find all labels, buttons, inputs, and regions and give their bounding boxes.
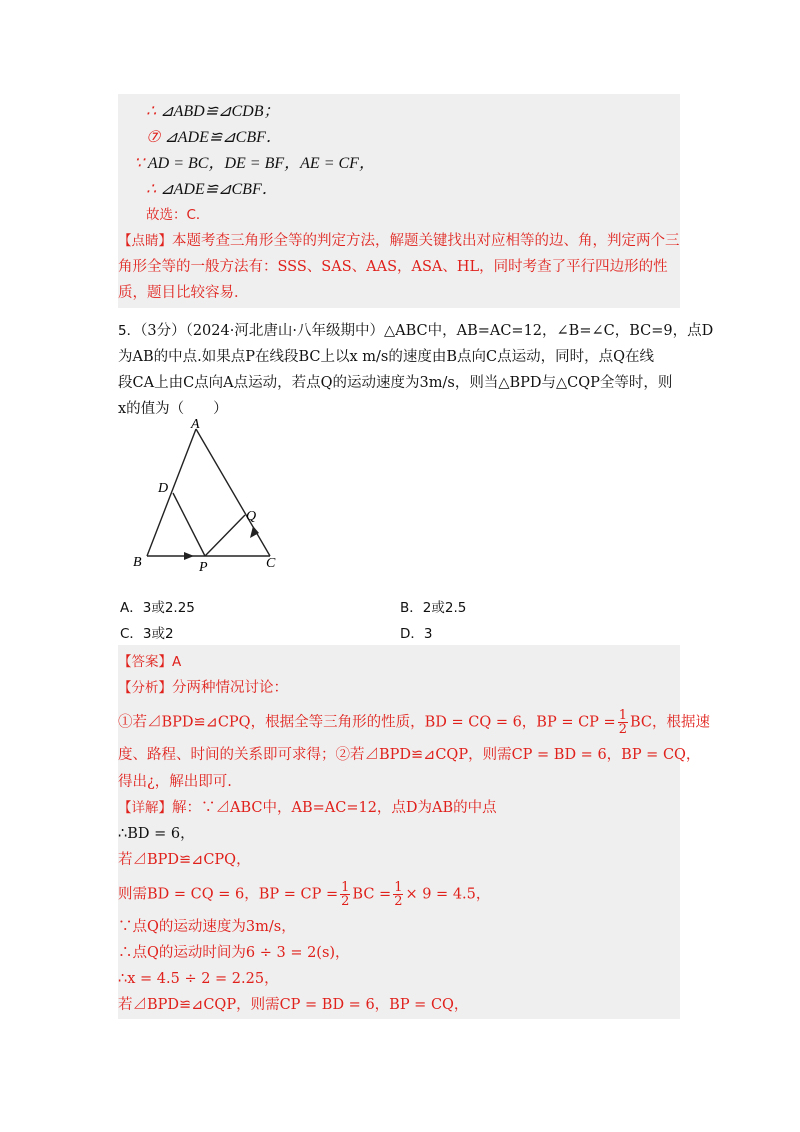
detail-line-3: 若⊿BPD≌⊿CPQ， [118, 852, 251, 868]
answer-line: 【答案】A [118, 654, 182, 670]
label-d: D [158, 481, 169, 496]
question-line-1: 5．（3分）（2024·河北唐山·八年级期中）△ABC中，AB=AC=12，∠B=∠C，BC=9，点D [118, 323, 714, 339]
analysis-line-2: 度、路程、时间的关系即可求得；②若⊿BPD≌⊿CQP，则需CP = BD = 6，BP = CQ， [118, 747, 701, 763]
solution-line-1: ∴ ⊿ABD≌⊿CDB； [146, 103, 280, 120]
question-line-2: 为AB的中点.如果点P在线段BC上以x m/s的速度由B点向C点运动，同时，点Q在线 [118, 349, 655, 365]
comment-line-1: 【点睛】本题考查三角形全等的判定方法，解题关键找出对应相等的边、角，判定两个三 [118, 233, 680, 249]
comment-line-3: 质，题目比较容易． [118, 285, 249, 301]
analysis-line-1: ①若⊿BPD≌⊿CPQ，根据全等三角形的性质，BD = CQ = 6，BP = CP = $\frac{1}{2}$ BC，根据速 [118, 708, 710, 737]
label-c: C [266, 556, 276, 571]
triangle-figure [128, 415, 288, 575]
arrow-ca [250, 526, 259, 538]
solution-line-3: ∵ AD = BC，DE = BF，AE = CF， [134, 155, 375, 172]
choice-line: 故选：C． [146, 207, 210, 223]
option-c: C．3或2 [120, 626, 174, 642]
detail-line-7: ∴x = 4.5 ÷ 2 = 2.25， [118, 971, 279, 987]
option-d: D．3 [400, 626, 433, 642]
detail-line-6: ∴点Q的运动时间为6 ÷ 3 = 2(s)， [118, 945, 350, 961]
detail-line-4: 则需BD = CQ = 6，BP = CP = $\frac{1}{2}$ BC = $\frac{1}{2}$ × 9 = 4.5， [118, 880, 491, 909]
side-ac [196, 429, 270, 556]
comment-line-2: 角形全等的一般方法有：SSS、SAS、AAS，ASA、HL，同时考查了平行四边形的性 [118, 259, 668, 275]
option-a: A．3或2.25 [120, 600, 195, 616]
option-b: B．2或2.5 [400, 600, 467, 616]
segment-pq [205, 515, 245, 556]
solution-line-4: ∴ ⊿ADE≌⊿CBF． [146, 181, 278, 198]
question-line-3: 段CA上由C点向A点运动，若点Q的运动速度为3m/s，则当△BPD与△CQP全等时，则 [118, 375, 673, 391]
solution-line-2: ⑦ ⊿ADE≌⊿CBF． [146, 129, 282, 146]
analysis-intro: 【分析】分两种情况讨论： [118, 680, 288, 696]
detail-line-1: 【详解】解：∵⊿ABC中，AB=AC=12，点D为AB的中点 [118, 800, 497, 816]
answer-block [118, 645, 710, 1019]
label-b: B [133, 555, 142, 570]
detail-line-8: 若⊿BPD≌⊿CQP，则需CP = BD = 6，BP = CQ， [118, 997, 469, 1013]
label-q: Q [246, 509, 257, 524]
label-p: P [199, 560, 208, 575]
analysis-line-3: 得出¿，解出即可. [118, 774, 232, 790]
segment-dp [173, 493, 205, 556]
label-a: A [191, 417, 200, 432]
detail-line-5: ∵点Q的运动速度为3m/s， [118, 919, 296, 935]
arrow-bc [184, 552, 194, 560]
detail-line-2: ∴BD = 6， [118, 826, 195, 842]
side-ab [147, 429, 196, 556]
top-solution-block [118, 94, 680, 308]
question-5 [118, 318, 714, 422]
question-line-4: x的值为（ ） [118, 401, 228, 417]
